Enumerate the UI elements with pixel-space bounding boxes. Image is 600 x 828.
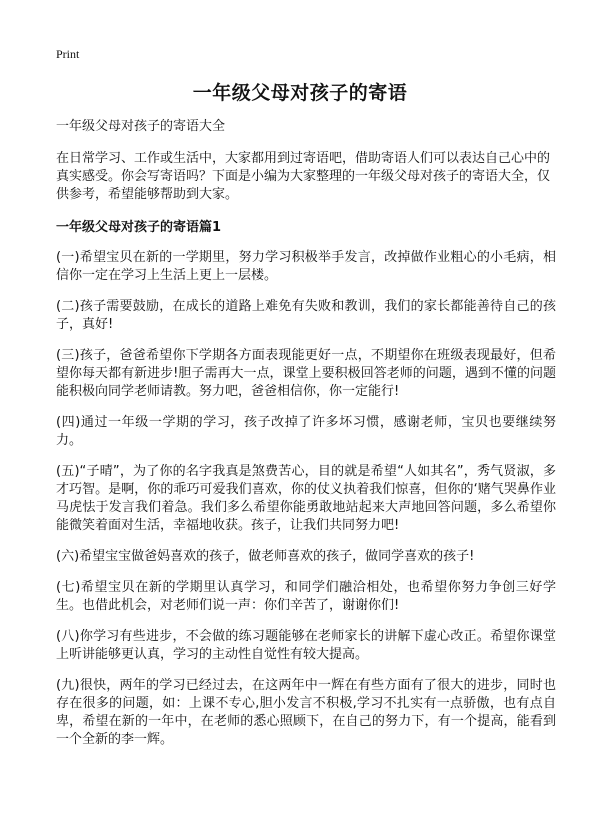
section-heading: 一年级父母对孩子的寄语篇1 [56,220,222,235]
page-title: 一年级父母对孩子的寄语 [192,82,408,104]
article-intro: 在日常学习、工作或生活中，大家都用到过寄语吧，借助寄语人们可以表达自己心中的真实感受。你会写寄语吗？下面是小编为大家整理的一年级父母对孩子的寄语大全，仅供参考，希望能够帮助到大家。 [56,151,551,202]
paragraph-7: (七)希望宝贝在新的学期里认真学习，和同学们融洽相处，也希望你努力争创三好学生。也借此机会，对老师们说一声：你们辛苦了，谢谢你们! [56,580,556,613]
paragraph-4: (四)通过一年级一学期的学习，孩子改掉了许多坏习惯，感谢老师，宝贝也要继续努力。 [56,415,556,448]
article-body [56,118,556,762]
paragraph-2: (二)孩子需要鼓励，在成长的道路上难免有失败和教训，我们的家长都能善待自己的孩子，真好! [56,299,556,332]
paragraph-6: (六)希望宝宝做爸妈喜欢的孩子，做老师喜欢的孩子，做同学喜欢的孩子! [56,549,475,564]
paragraph-8: (八)你学习有些进步，不会做的练习题能够在老师家长的讲解下虚心改正。希望你课堂上听讲能够更认真，学习的主动性自觉性有较大提高。 [56,629,556,662]
paragraph-1: (一)希望宝贝在新的一学期里，努力学习积极举手发言，改掉做作业粗心的小毛病，相信你一定在学习上生活上更上一层楼。 [56,250,556,283]
article-subtitle: 一年级父母对孩子的寄语大全 [56,119,226,134]
paragraph-3: (三)孩子，爸爸希望你下学期各方面表现能更好一点，不期望你在班级表现最好，但希望你每天都有新进步!胆子需再大一点，课堂上要积极回答老师的问题，遇到不懂的问题能积极向同学老师请教。努力吧，爸爸相信你，你一定能行! [56,348,556,399]
paragraph-9: (九)很快，两年的学习已经过去，在这两年中一辉在有些方面有了很大的进步，同时也存在很多的问题，如：上课不专心,胆小发言不积极,学习不扎实有一点骄傲，也有点自卑，希望在新的一年中，在老师的悉心照顾下，在自己的努力下，有一个提高，能看到一个全新的李一辉。 [56,678,556,747]
print-link[interactable]: Print [56,47,80,61]
paragraph-5: (五)“子晴”，为了你的名字我真是煞费苦心，目的就是希望“人如其名”，秀气贤淑，多才巧智。是啊，你的乖巧可爱我们喜欢，你的仗义执着我们惊喜，但你的‘赌气哭鼻作业马虎怯于发言我们着急。我们多么希望你能勇敢地站起来大声地回答问题，多么希望你能微笑着面对生活，幸福地收获。孩子，让我们共同努力吧! [56,464,556,533]
